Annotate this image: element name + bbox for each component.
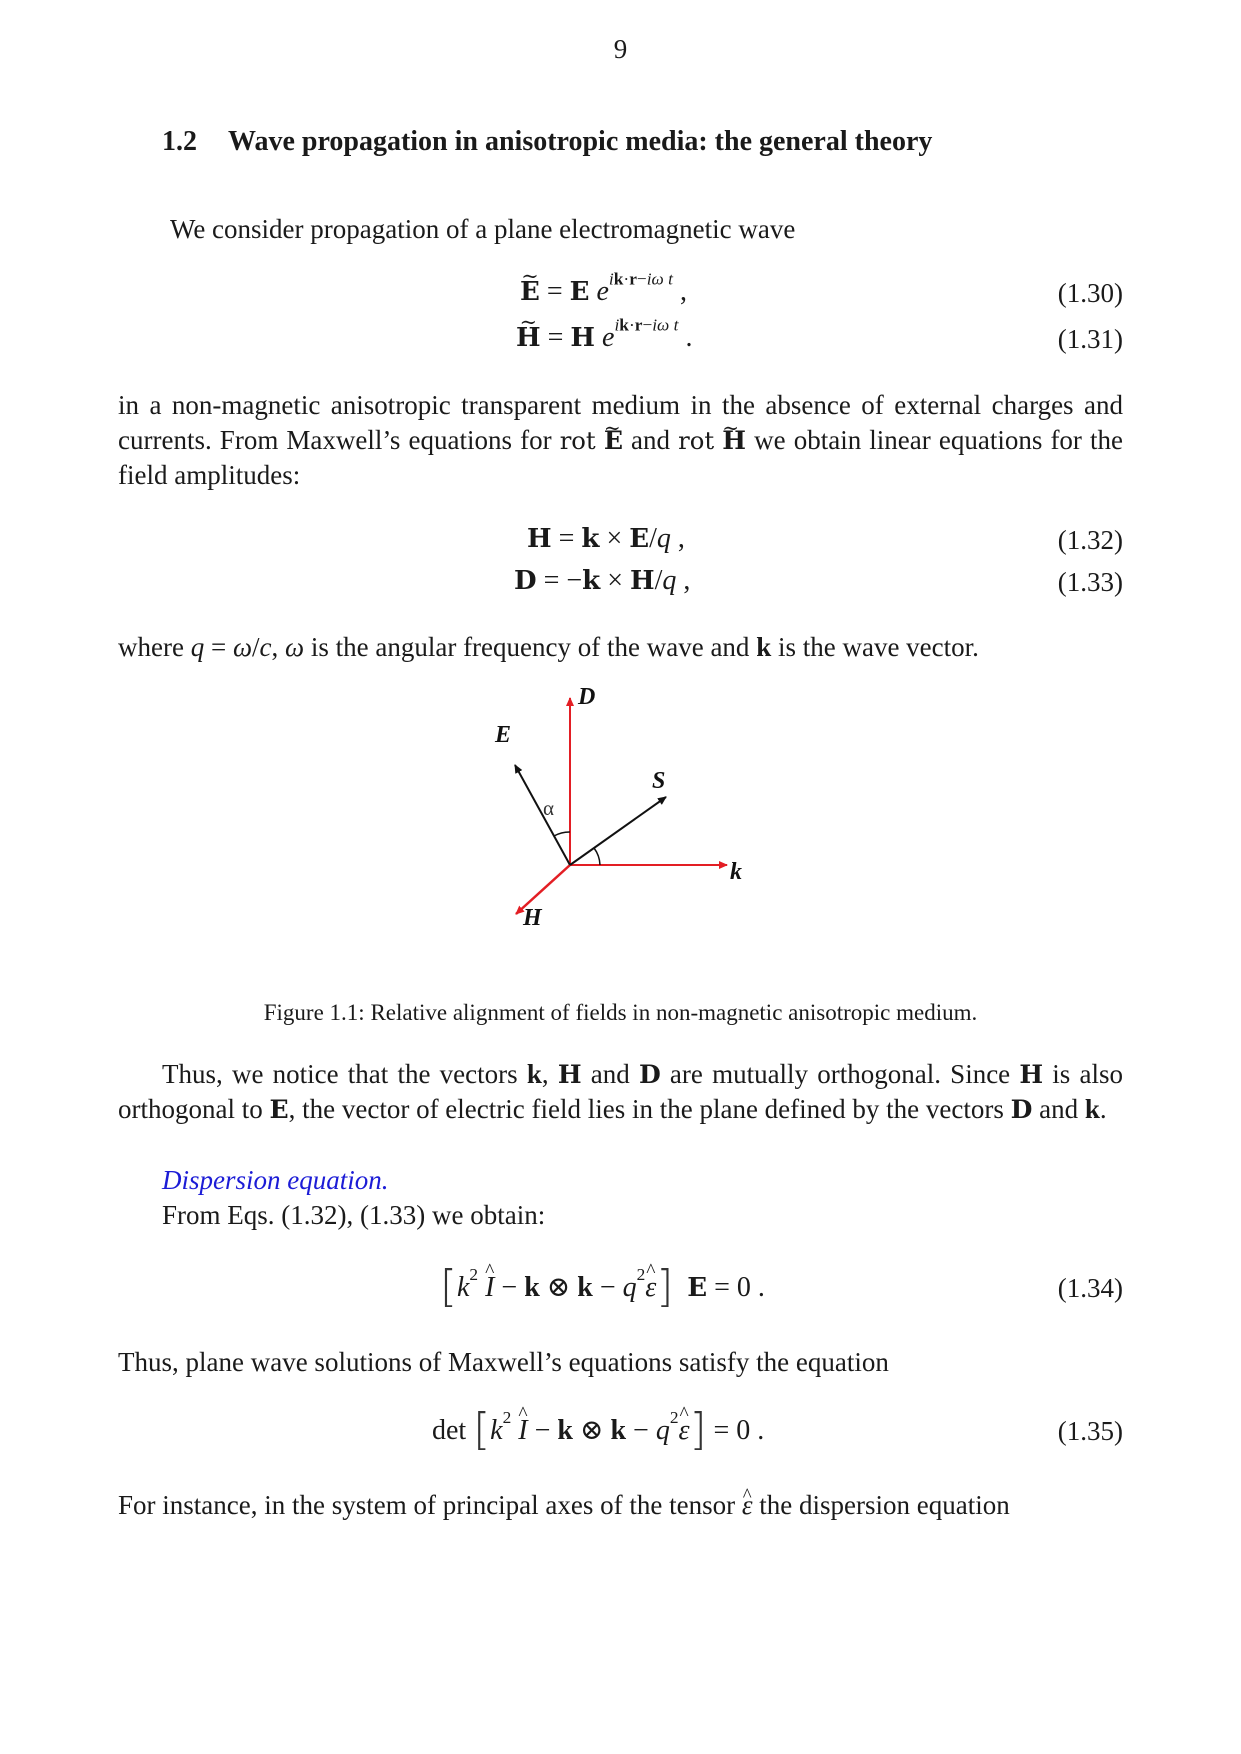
label-S: S	[652, 768, 666, 794]
paragraph-thus-part6: and	[1032, 1094, 1085, 1124]
label-E: E	[495, 722, 512, 748]
paragraph-thus-part4: is also orthogonal to	[118, 1059, 1124, 1124]
section-number: 1.2	[162, 126, 197, 157]
paragraph-where-part2: is the angular frequency of the wave and	[304, 632, 757, 662]
paragraph-where-part3: is the wave vector.	[771, 632, 979, 662]
paragraph-medium-part3: we obtain linear equations for the field amplitudes:	[118, 425, 1124, 490]
equation-1-33: D = −k × H/q ,	[514, 565, 691, 596]
equation-1-31: ~ H = H $e^{ik\cdot r-i\omega t}$ .	[516, 322, 692, 354]
rot-operator: rot	[559, 426, 596, 455]
section-title: Wave propagation in anisotropic media: the general theory	[228, 126, 933, 157]
paragraph-instance-part2: the dispersion equation	[752, 1490, 1010, 1520]
paragraph-instance-part1: For instance, in the system of principal axes of the tensor	[118, 1490, 742, 1520]
page-number: 9	[613, 34, 628, 64]
angle-arc-alpha	[554, 832, 570, 836]
paragraph-medium-part2: and	[622, 425, 679, 455]
section-heading	[162, 126, 932, 158]
equation-1-30: ~ E = E $e^{ik\cdot r-i\omega t}$ ,	[520, 276, 687, 308]
equation-1-34: [$k^2$ ^ I − k ⊗ $k - q^2\^{}$ ε] E = 0 .	[440, 1262, 765, 1312]
from-eqs-text: From Eqs. (1.32), (1.33) we obtain:	[162, 1200, 546, 1230]
dispersion-equation-heading: Dispersion equation.	[162, 1165, 389, 1195]
equation-number-1-35: (1.35)	[1057, 1416, 1123, 1446]
det-label: det	[432, 1414, 467, 1446]
equation-number-1-30: (1.30)	[1057, 278, 1123, 308]
equation-number-1-31: (1.31)	[1057, 324, 1123, 354]
rot-operator: rot	[678, 426, 715, 455]
paragraph-thus-part5: , the vector of electric field lies in the plane defined by the vectors	[288, 1094, 1011, 1124]
equation-number-1-32: (1.32)	[1057, 525, 1123, 555]
paragraph-plane-wave: Thus, plane wave solutions of Maxwell’s equations satisfy the equation	[118, 1347, 889, 1377]
equation-number-1-33: (1.33)	[1057, 567, 1123, 597]
paragraph-thus-part1: Thus, we notice that the vectors	[162, 1059, 527, 1089]
figure-field-alignment	[470, 680, 770, 950]
equation-1-32: H = k × E/q ,	[527, 523, 685, 554]
paragraph-medium: in a non-magnetic anisotropic transparent medium in the absence of external charges and currents. From Maxwell’s equations for rot ~ E and rot ~ H we obtain linear equations for the field amplitudes:	[118, 388, 1123, 493]
label-alpha: α	[543, 796, 555, 820]
label-H: H	[523, 905, 542, 931]
paragraph-instance: For instance, in the system of principal axes of the tensor ^ ε the dispersion equation	[118, 1488, 1010, 1523]
equation-number-1-34: (1.34)	[1057, 1273, 1123, 1303]
intro-text: We consider propagation of a plane electromagnetic wave	[170, 214, 796, 244]
angle-arc-sk	[594, 848, 600, 865]
paragraph-thus: Thus, we notice that the vectors k, H and D are mutually orthogonal. Since H is also orthogonal to E, the vector of electric field lies in the plane defined by the vectors D and k.	[118, 1059, 1124, 1124]
label-D: D	[578, 684, 596, 710]
paragraph-thus-part2: and	[581, 1059, 639, 1089]
paragraph-thus-part3: are mutually orthogonal. Since	[660, 1059, 1020, 1089]
paragraph-medium-part1: in a non-magnetic anisotropic transparent medium in the absence of external charges and currents. From Maxwell’s equations for	[118, 390, 1123, 455]
equation-1-35: $\det [k^2$ ^ I − k ⊗ $k - q^2\^{}$ ε] = 0 .	[432, 1405, 764, 1455]
paragraph-where: where q = ω/c, ω is the angular frequency of the wave and k is the wave vector.	[118, 632, 979, 662]
label-k: k	[730, 859, 742, 885]
paragraph-where-part1: where	[118, 632, 191, 662]
figure-caption: Figure 1.1: Relative alignment of fields in non-magnetic anisotropic medium.	[263, 1000, 978, 1025]
vector-S	[570, 797, 666, 865]
